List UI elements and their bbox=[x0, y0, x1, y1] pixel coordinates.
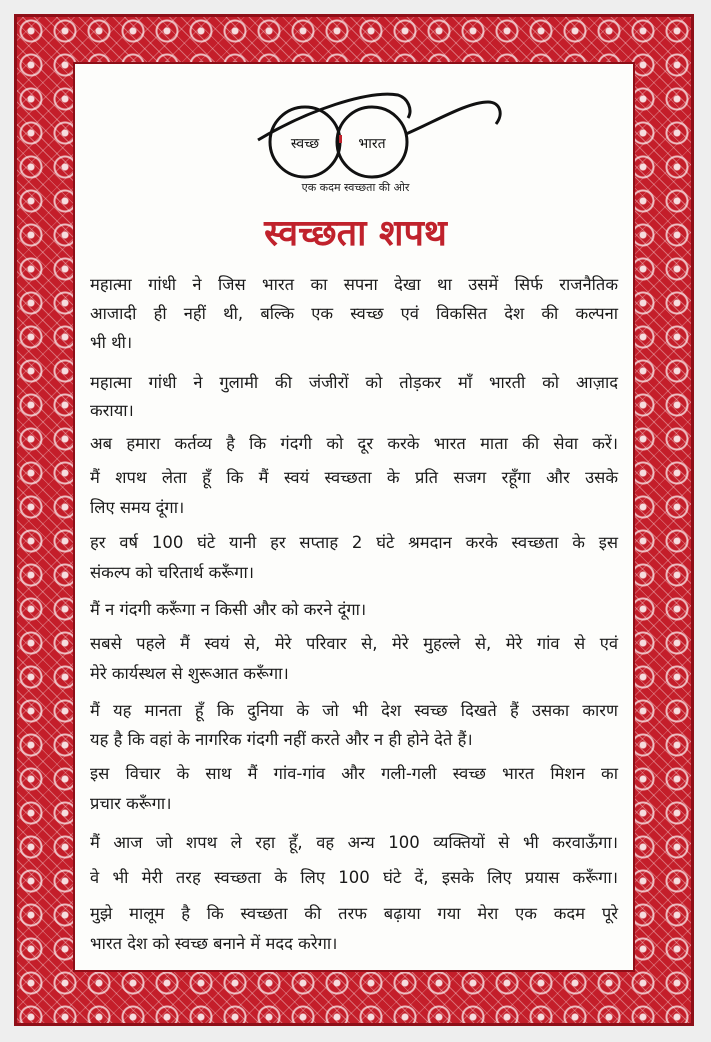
pledge-line: प्रचार करूँगा। bbox=[90, 794, 172, 813]
pledge-line: मुझे मालूम है कि स्वच्छता की तरफ बढ़ाया गया मेरा एक कदम पूरे bbox=[90, 904, 618, 923]
pledge-line: मैं शपथ लेता हूँ कि मैं स्वयं स्वच्छता के प्रति सजग रहूँगा और उसके bbox=[90, 468, 618, 487]
pledge-line: इस विचार के साथ मैं गांव-गांव और गली-गली स्वच्छ भारत मिशन का bbox=[90, 764, 618, 783]
pledge-line: यह है कि वहां के नागरिक गंदगी नहीं करते और न ही होने देते हैं। bbox=[90, 730, 473, 749]
pledge-line: वे भी मेरी तरह स्वच्छता के लिए 100 घंटे दें, इसके लिए प्रयास करूँगा। bbox=[90, 868, 618, 887]
pledge-line: सबसे पहले मैं स्वयं से, मेरे परिवार से, मेरे मुहल्ले से, मेरे गांव से एवं bbox=[90, 634, 618, 653]
swachh-bharat-glasses-logo bbox=[248, 90, 508, 180]
logo-tagline: एक कदम स्वच्छता की ओर bbox=[301, 181, 410, 194]
pledge-line: भी थी। bbox=[90, 333, 133, 352]
pledge-line: मैं यह मानता हूँ कि दुनिया के जो भी देश स्वच्छ दिखते हैं उसका कारण bbox=[90, 701, 618, 720]
pledge-line: कराया। bbox=[90, 401, 134, 420]
pledge-line: आजादी ही नहीं थी, बल्कि एक स्वच्छ एवं विकसित देश की कल्पना bbox=[90, 304, 618, 323]
page-title: स्वच्छता शपथ bbox=[264, 213, 447, 254]
logo-left-text: स्वच्छ bbox=[290, 136, 320, 152]
pledge-line: महात्मा गांधी ने गुलामी की जंजीरों को तोड़कर माँ भारती को आज़ाद bbox=[90, 373, 618, 392]
pledge-line: मेरे कार्यस्थल से शुरूआत करूँगा। bbox=[90, 664, 289, 683]
pledge-line: मैं आज जो शपथ ले रहा हूँ, वह अन्य 100 व्यक्तियों से भी करवाऊँगा। bbox=[90, 833, 618, 852]
pledge-line: लिए समय दूंगा। bbox=[90, 498, 185, 517]
pledge-line: अब हमारा कर्तव्य है कि गंदगी को दूर करके भारत माता की सेवा करें। bbox=[90, 434, 618, 453]
pledge-line: हर वर्ष 100 घंटे यानी हर सप्ताह 2 घंटे श्रमदान करके स्वच्छता के इस bbox=[90, 533, 618, 552]
pledge-line: संकल्प को चरितार्थ करूँगा। bbox=[90, 563, 254, 582]
pledge-line: भारत देश को स्वच्छ बनाने में मदद करेगा। bbox=[90, 934, 338, 953]
pledge-line: मैं न गंदगी करूँगा न किसी और को करने दूंगा। bbox=[90, 600, 367, 619]
logo-right-text: भारत bbox=[358, 136, 386, 152]
pledge-line: महात्मा गांधी ने जिस भारत का सपना देखा था उसमें सिर्फ राजनैतिक bbox=[90, 275, 618, 294]
